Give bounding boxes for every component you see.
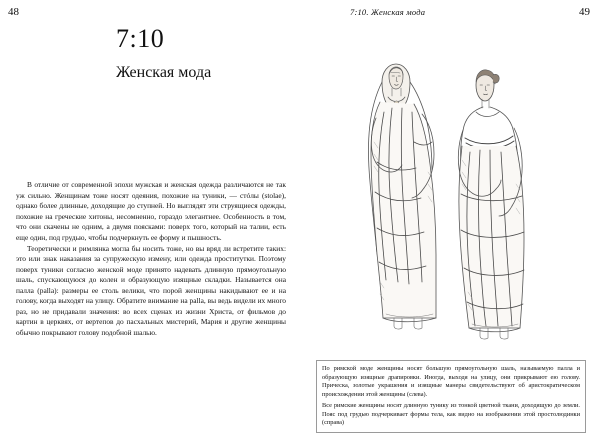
illustration-caption — [316, 360, 586, 433]
body-paragraph-2: Теоретически и римлянка могла бы носить тоже, но вы вряд ли встретите таких: это или знак наказания за супружескую измену, или одежда проститутки. Поэтому поверх туники согласно женской моде принято надевать длинную прямоугольную шаль, спускающуюся до колен и образующую изящные складки. Называется она палла (palla): размеры ее столь велики, что порой женщины накидывают ее и на голову, когда выходят на улицу. Обратите внимание на palla, вы ведь видели их много раз, но не придавали значения: во всех сценах из жизни Христа, от фильмов до картин в церквях, от вертепов до пасхальных мистерий, Мария и другие женщины обычно покрывают голову подобной шалью. — [16, 243, 286, 337]
right-page — [300, 0, 600, 439]
page-gutter — [300, 0, 301, 439]
chapter-title: Женская мода — [116, 64, 212, 81]
illustration-two-roman-women — [314, 24, 584, 369]
caption-paragraph-2: Все римские женщины носят длинную тунику из тонкой цветной ткани, доходящую до земли. Пояс под грудью подчеркивает формы тела, как видно на изображении этой простолюдинки (справа) — [322, 402, 580, 427]
page-number-right: 49 — [579, 6, 590, 18]
body-paragraph-1: В отличие от современной эпохи мужская и женская одежда различаются не так уж сильно. Женщинам тоже носят одеяния, похожие на туники, — стóлы (stolae), однако более длинные, доходящие до ступней. Но выглядят эти струящиеся одежды, похожие на греческие хитоны, несомненно, гораздо элегантнее. Особенность в том, что они скачены не одним, а двумя поясками: поверх того, который на талии, есть еще один, под грудью, чтобы подчеркнуть ее форму и пышность. — [16, 180, 286, 242]
chapter-number: 7:10 — [116, 24, 165, 53]
body-text-column — [16, 180, 286, 339]
page-number-left: 48 — [8, 6, 19, 18]
caption-paragraph-1: По римской моде женщины носят большую прямоугольную шаль, называемую палла и образующую изящные драпировки. Иногда, выходя на улицу, они прикрывают ею голову. Прическа, золотые украшения и изящные манеры свидетельствуют об аристократическом происхождении этой женщины (слева). — [322, 365, 580, 398]
roman-women-drawing-icon — [314, 24, 584, 369]
running-head: 7:10. Женская мода — [350, 7, 426, 17]
